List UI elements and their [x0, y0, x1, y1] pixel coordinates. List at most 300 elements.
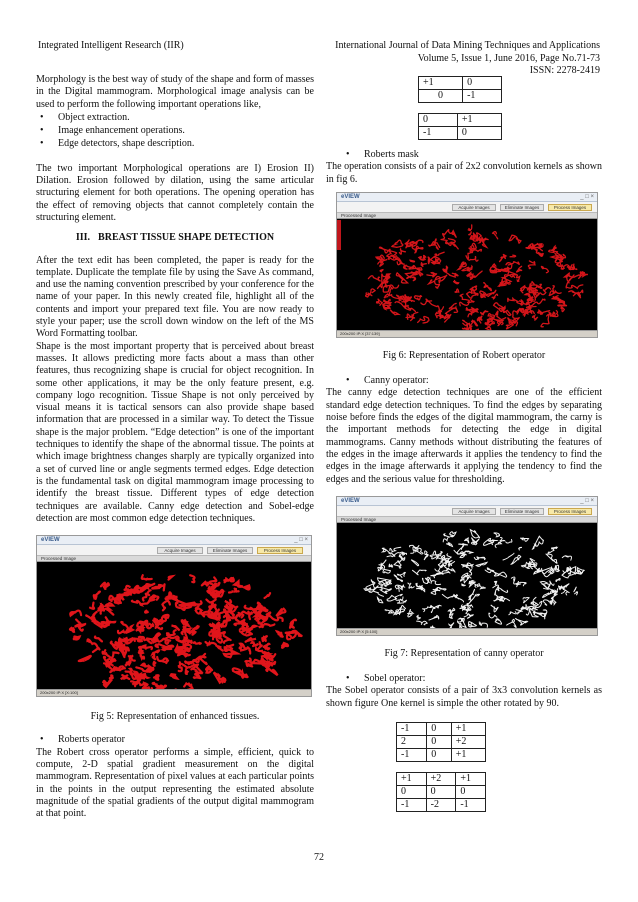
sobel-kernel-gy — [396, 772, 486, 812]
tab-eliminate-images: Eliminate Images — [207, 547, 253, 554]
edge-stroke — [380, 247, 391, 253]
edge-stroke — [519, 547, 522, 550]
edge-stroke — [426, 299, 443, 310]
edge-stroke — [131, 681, 137, 686]
edge-stroke — [495, 586, 499, 594]
edge-stroke — [482, 237, 489, 239]
roberts-kernels — [418, 76, 602, 140]
mammogram-image — [337, 219, 598, 332]
edge-stroke — [380, 269, 383, 271]
edge-stroke — [446, 241, 452, 245]
edge-stroke — [186, 670, 188, 674]
edge-stroke — [70, 611, 81, 616]
edge-stroke — [390, 547, 401, 552]
edge-stroke — [229, 578, 233, 581]
matrix-cell: +1 — [456, 773, 486, 786]
edge-stroke — [508, 298, 514, 301]
edge-stroke — [556, 578, 560, 581]
sobel-list — [342, 672, 602, 685]
paragraph-roberts-mask: The operation consists of a pair of 2x2 convolution kernels as shown in fig 6. — [326, 161, 602, 185]
edge-stroke — [103, 680, 111, 687]
edge-stroke — [154, 662, 156, 666]
figure-7-caption: Fig 7: Representation of canny operator — [384, 647, 544, 659]
edge-stroke — [511, 555, 521, 564]
edge-stroke — [101, 583, 109, 589]
edge-stroke — [371, 580, 375, 584]
edge-stroke — [390, 310, 399, 315]
edge-stroke — [143, 594, 147, 601]
edge-stroke — [286, 631, 300, 634]
edge-stroke — [173, 596, 177, 597]
edge-stroke — [246, 638, 256, 642]
edge-stroke — [194, 642, 201, 644]
status-bar: 200x200 IP:X [37:139] — [337, 330, 597, 337]
edge-stroke — [491, 605, 498, 612]
edge-stroke — [468, 248, 473, 259]
edge-stroke — [538, 310, 550, 314]
right-column — [326, 74, 602, 812]
edge-stroke — [423, 255, 426, 260]
edge-stroke — [481, 311, 489, 314]
edge-stroke — [446, 543, 452, 547]
matrix-cell: 2 — [397, 736, 427, 749]
edge-stroke — [562, 556, 571, 560]
edge-stroke — [523, 597, 529, 602]
matrix-cell: -1 — [463, 90, 502, 103]
roberts-list — [36, 733, 314, 746]
edge-stroke — [516, 618, 528, 625]
edge-stroke — [458, 543, 468, 547]
edge-stroke — [411, 550, 416, 553]
edge-stroke — [435, 252, 444, 256]
matrix-cell: 0 — [427, 723, 451, 736]
edge-stroke — [520, 538, 528, 541]
edge-stroke — [400, 597, 405, 602]
matrix-cell: -1 — [419, 127, 458, 140]
list-item: • Canny operator: — [342, 374, 602, 387]
journal-title: International Journal of Data Mining Techniques and Applications — [335, 40, 600, 51]
edge-stroke — [168, 576, 172, 579]
panel-label: Processed Image — [37, 556, 311, 562]
edge-stroke — [561, 590, 569, 595]
status-bar: 200x200 IP:X [5:100] — [337, 628, 597, 635]
edge-stroke — [497, 316, 506, 319]
edge-stroke — [167, 630, 176, 635]
edge-stroke — [454, 594, 464, 602]
edge-stroke — [206, 667, 212, 673]
edge-stroke — [525, 293, 530, 296]
tab-process-images: Process Images — [548, 508, 592, 515]
edge-stroke — [484, 283, 492, 291]
edge-stroke — [389, 564, 393, 567]
matrix-cell: 0 — [456, 786, 486, 799]
edge-stroke — [259, 625, 264, 628]
edge-stroke — [79, 656, 91, 661]
section-title: BREAST TISSUE SHAPE DETECTION — [98, 232, 275, 244]
edge-stroke — [430, 551, 442, 558]
edge-stroke — [229, 591, 239, 592]
edge-stroke — [510, 255, 516, 257]
edge-stroke — [507, 619, 516, 627]
edge-stroke — [277, 631, 283, 636]
edge-stroke — [494, 597, 499, 601]
edge-stroke — [493, 585, 508, 592]
matrix-cell: 0 — [463, 77, 502, 90]
edge-stroke — [503, 553, 514, 560]
edge-stroke — [435, 275, 446, 282]
edge-stroke — [517, 266, 522, 272]
edge-stroke — [408, 583, 414, 588]
edge-stroke — [424, 551, 428, 560]
edge-stroke — [282, 643, 288, 648]
edge-stroke — [489, 613, 497, 618]
edge-stroke — [264, 665, 277, 676]
section-heading — [36, 232, 314, 244]
edge-stroke — [417, 621, 428, 625]
edge-stroke — [457, 620, 466, 628]
matrix-cell: +2 — [451, 736, 485, 749]
edge-stroke — [417, 615, 421, 619]
app-titlebar — [37, 536, 311, 545]
edge-stroke — [492, 294, 498, 299]
edge-stroke — [196, 608, 202, 614]
edge-stroke — [448, 238, 458, 248]
edge-stroke — [184, 684, 191, 687]
edge-stroke — [442, 594, 453, 598]
edge-stroke — [495, 537, 505, 547]
edge-stroke — [413, 243, 417, 246]
paragraph-shape: Shape is the most important property that is perceived about breast masses. It allows predicting more facts about a mass than other features, thus recognizing shape is crucial for object recognition. In some other applications, it may be the only feature present, e.g. company logo recognition. Tissue Shape is not only perceived by visual means it is tactical sensors can also provide shape based information that are processed in a similar way. To detect the Tissue shape is the major problem. “Edge detection” is one of the important techniques to identify the shape of the abnormal tissue. The points at which image brightness changes sharply are typically organized into a set of curved line or angle segments termed edges. Edge detection is the fundamental task on digital mammogram image processing to identify the breast tissue. Different types of edge detection techniques are available. Canny edge detection and Sobel-edge detection are most common edge detection techniques. — [36, 340, 314, 524]
edge-stroke — [521, 286, 525, 293]
edge-stroke — [74, 637, 80, 640]
edge-stroke — [153, 683, 159, 687]
edge-stroke — [508, 271, 518, 277]
edge-stroke — [558, 305, 567, 306]
edge-stroke — [464, 611, 468, 617]
edge-stroke — [265, 593, 271, 598]
list-item: • Image enhancement operations. — [36, 124, 314, 137]
edge-stroke — [377, 597, 383, 603]
edge-stroke — [488, 540, 497, 542]
edge-stroke — [264, 644, 270, 650]
edge-stroke — [180, 652, 189, 656]
matrix-cell: -2 — [426, 799, 456, 812]
edge-stroke — [422, 606, 435, 612]
edge-stroke — [241, 672, 247, 678]
edge-stroke — [137, 682, 147, 686]
edge-stroke — [87, 639, 99, 652]
roberts-mask-list — [342, 148, 602, 161]
edge-stroke — [421, 263, 426, 267]
edge-stroke — [445, 266, 448, 270]
matrix-cell: 0 — [427, 736, 451, 749]
edge-stroke — [413, 277, 416, 281]
edge-stroke — [490, 264, 497, 271]
edge-stroke — [531, 601, 538, 606]
edge-stroke — [455, 289, 459, 292]
edge-stroke — [569, 291, 578, 296]
edge-stroke — [544, 588, 554, 592]
edge-stroke — [492, 232, 498, 239]
edge-stroke — [476, 562, 487, 566]
edge-stroke — [135, 637, 144, 642]
edge-stroke — [503, 310, 511, 316]
edge-stroke — [525, 281, 537, 288]
edge-stroke — [416, 246, 423, 251]
edge-stroke — [553, 297, 564, 304]
roberts-kernel-x — [418, 76, 502, 103]
edge-stroke — [368, 276, 380, 281]
mammogram-edge-image — [337, 523, 598, 630]
edge-stroke — [394, 559, 404, 568]
edge-stroke — [139, 645, 152, 649]
edge-stroke — [157, 657, 168, 663]
tab-eliminate-images: Eliminate Images — [500, 508, 544, 515]
edge-stroke — [110, 675, 113, 679]
edge-stroke — [508, 318, 511, 324]
journal-header-left: Integrated Intelligent Research (IIR) — [38, 40, 184, 51]
edge-stroke — [165, 640, 170, 644]
edge-stroke — [488, 314, 495, 318]
edge-stroke — [428, 257, 430, 264]
journal-issn: ISSN: 2278-2419 — [529, 65, 600, 76]
edge-stroke — [516, 238, 521, 244]
edge-stroke — [194, 674, 201, 679]
edge-stroke — [427, 272, 437, 277]
edge-stroke — [454, 280, 459, 283]
edge-stroke — [90, 603, 94, 609]
edge-stroke — [460, 552, 466, 558]
matrix-cell: -1 — [397, 749, 427, 762]
edge-stroke — [468, 622, 476, 628]
matrix-cell: -1 — [397, 723, 427, 736]
edge-stroke — [460, 606, 466, 610]
paragraph-canny: The canny edge detection techniques are one of the efficient standard edge detection techniques. To find the edges by separating noise before finds the edges of the digital mammogram, the carny is the important methods for detecting the edge in digital mammograms. Canny methods without distributing the features of the edges in the image afterwards it applies the tendency to find the edges in the image afterwards it applying the tendency to find the edges and the serious value for thresholding. — [326, 387, 602, 485]
edge-stroke — [95, 637, 102, 642]
tab-process-images: Process Images — [548, 204, 592, 211]
tab-acquire-images: Acquire Images — [157, 547, 203, 554]
matrix-cell: 0 — [457, 127, 501, 140]
matrix-cell: 0 — [397, 786, 427, 799]
edge-stroke — [193, 658, 199, 663]
panel-label: Processed Image — [337, 517, 597, 523]
app-titlebar — [337, 497, 597, 506]
edge-stroke — [509, 612, 517, 615]
edge-stroke — [239, 644, 247, 651]
edge-stroke — [94, 592, 100, 599]
edge-stroke — [547, 581, 554, 586]
edge-stroke — [477, 316, 482, 323]
app-toolbar — [37, 545, 311, 556]
edge-stroke — [222, 680, 225, 682]
edge-stroke — [460, 300, 474, 306]
edge-stroke — [577, 290, 583, 298]
app-toolbar — [337, 202, 597, 213]
edge-stroke — [202, 581, 208, 585]
edge-stroke — [410, 260, 415, 262]
matrix-cell: +1 — [451, 723, 485, 736]
edge-stroke — [500, 254, 507, 261]
edge-stroke — [467, 613, 473, 618]
app-name: eVIEW — [341, 497, 360, 504]
edge-stroke — [541, 266, 548, 272]
canny-list — [342, 374, 602, 387]
edge-stroke — [152, 585, 161, 589]
edge-stroke — [411, 560, 418, 566]
edge-stroke — [511, 577, 520, 585]
edge-stroke — [450, 532, 457, 537]
edge-stroke — [142, 575, 152, 579]
figure-5-caption: Fig 5: Representation of enhanced tissues. — [90, 711, 260, 723]
edge-stroke — [230, 600, 232, 603]
edge-stroke — [452, 231, 456, 238]
edge-stroke — [496, 311, 498, 315]
section-number: III. — [75, 232, 91, 244]
edge-stroke — [516, 275, 519, 281]
edge-stroke — [452, 273, 458, 276]
window-buttons: _ □ × — [580, 193, 594, 200]
edge-stroke — [75, 624, 86, 627]
edge-stroke — [485, 568, 494, 573]
edge-stroke — [494, 533, 500, 537]
edge-stroke — [470, 530, 479, 538]
edge-stroke — [224, 579, 228, 583]
edge-stroke — [509, 235, 517, 241]
matrix-cell: 0 — [426, 786, 456, 799]
edge-stroke — [392, 240, 403, 247]
edge-stroke — [152, 638, 163, 643]
edge-stroke — [528, 261, 535, 269]
edge-stroke — [385, 609, 393, 613]
edge-stroke — [125, 661, 130, 666]
edge-stroke — [565, 273, 573, 281]
edge-stroke — [227, 645, 233, 649]
edge-stroke — [290, 620, 296, 628]
edge-stroke — [224, 636, 231, 643]
edge-stroke — [468, 225, 472, 231]
edge-stroke — [429, 239, 440, 247]
operations-list — [36, 111, 314, 151]
sobel-kernels — [396, 722, 602, 812]
figure-7-screenshot — [336, 496, 598, 636]
tab-process-images: Process Images — [257, 547, 303, 554]
edge-stroke — [170, 674, 177, 678]
app-name: eVIEW — [341, 193, 360, 200]
list-item: • Edge detectors, shape description. — [36, 137, 314, 150]
edge-stroke — [225, 606, 229, 609]
edge-stroke — [399, 249, 405, 254]
edge-stroke — [162, 601, 170, 611]
paragraph-template: After the text edit has been completed, the paper is ready for the template. Duplicate the template file by using the Save As command, and use the naming convention prescribed by your conference for the name of your paper. In this newly created file, highlight all of the contents and import your prepared text file. You are now ready to style your paper; use the scroll down window on the left of the MS Word Formatting toolbar. — [36, 254, 314, 340]
edge-stroke — [265, 624, 275, 626]
edge-stroke — [443, 534, 450, 542]
edge-stroke — [234, 581, 243, 587]
edge-stroke — [249, 612, 252, 619]
edge-stroke — [103, 650, 107, 654]
panel-label: Processed Image — [337, 213, 597, 219]
matrix-cell: +2 — [426, 773, 456, 786]
figure-6-screenshot — [336, 192, 598, 338]
edge-stroke — [429, 280, 440, 288]
edge-stroke — [429, 615, 439, 620]
matrix-cell: 0 — [419, 114, 458, 127]
edge-stroke — [217, 646, 222, 651]
app-titlebar — [337, 193, 597, 202]
edge-stroke — [276, 609, 285, 616]
edge-stroke — [409, 265, 422, 270]
edge-stroke — [506, 324, 513, 329]
edge-stroke — [190, 575, 194, 582]
tab-eliminate-images: Eliminate Images — [500, 204, 544, 211]
edge-stroke — [470, 286, 478, 295]
edge-stroke — [107, 607, 110, 610]
edge-stroke — [121, 675, 130, 679]
edge-stroke — [397, 572, 405, 577]
edge-stroke — [448, 608, 454, 618]
edge-stroke — [413, 570, 427, 575]
edge-stroke — [244, 585, 250, 589]
edge-stroke — [70, 627, 74, 631]
matrix-cell: +1 — [397, 773, 427, 786]
matrix-cell: +1 — [451, 749, 485, 762]
matrix-cell: 0 — [427, 749, 451, 762]
tab-acquire-images: Acquire Images — [452, 204, 496, 211]
edge-stroke — [206, 594, 219, 602]
mammogram-image — [37, 562, 312, 691]
edge-stroke — [145, 611, 148, 613]
edge-stroke — [561, 307, 564, 311]
list-item: • Object extraction. — [36, 111, 314, 124]
edge-stroke — [418, 316, 429, 323]
edge-stroke — [546, 554, 557, 563]
edge-stroke — [474, 557, 485, 560]
edge-stroke — [233, 668, 241, 675]
edge-stroke — [436, 312, 441, 318]
app-toolbar — [337, 506, 597, 517]
edge-stroke — [575, 592, 578, 595]
edge-stroke — [208, 615, 217, 619]
edge-stroke — [368, 289, 375, 294]
edge-stroke — [106, 603, 114, 606]
edge-stroke — [206, 642, 217, 646]
edge-stroke — [494, 581, 496, 584]
paragraph-operations: The two important Morphological operations are I) Erosion II) Dilation. Erosion followed by dilation, using the same articular structuring element for both operations. The opening operation has the effect of removing objects that cannot completely contain the structuring element. — [36, 162, 314, 223]
list-item: • Sobel operator: — [342, 672, 602, 685]
edge-stroke — [136, 591, 139, 593]
edge-stroke — [115, 601, 122, 603]
matrix-cell: 0 — [419, 90, 463, 103]
matrix-cell: +1 — [419, 77, 463, 90]
journal-volume: Volume 5, Issue 1, June 2016, Page No.71-73 — [417, 52, 600, 64]
paragraph-morphology: Morphology is the best way of study of the shape and form of masses in the Digital mammogram. Morphological image analysis can be used to perform the following important operations like, — [36, 74, 315, 110]
edge-stroke — [517, 581, 527, 586]
status-bar: 200x200 IP:X [X:100] — [37, 689, 311, 696]
list-item: • Roberts operator — [36, 733, 314, 746]
edge-stroke — [383, 285, 390, 292]
edge-stroke — [464, 538, 469, 543]
window-buttons: _ □ × — [580, 497, 594, 504]
edge-stroke — [382, 548, 390, 554]
matrix-cell: +1 — [457, 114, 501, 127]
edge-stroke — [431, 581, 441, 585]
paragraph-roberts: The Robert cross operator performs a simple, efficient, quick to compute, 2-D spatial gradient measurement on the digital mammogram. Representation of pixel values at each particular points in the points in the output representing the estimated absolute magnitude of the spatial gradients of the output digital mammogram at that point. — [36, 746, 314, 820]
sobel-kernel-gx — [396, 722, 486, 762]
edge-stroke — [533, 316, 538, 320]
edge-stroke — [98, 605, 104, 612]
matrix-cell: -1 — [397, 799, 427, 812]
edge-stroke — [419, 257, 422, 260]
list-item: • Roberts mask — [342, 148, 602, 161]
